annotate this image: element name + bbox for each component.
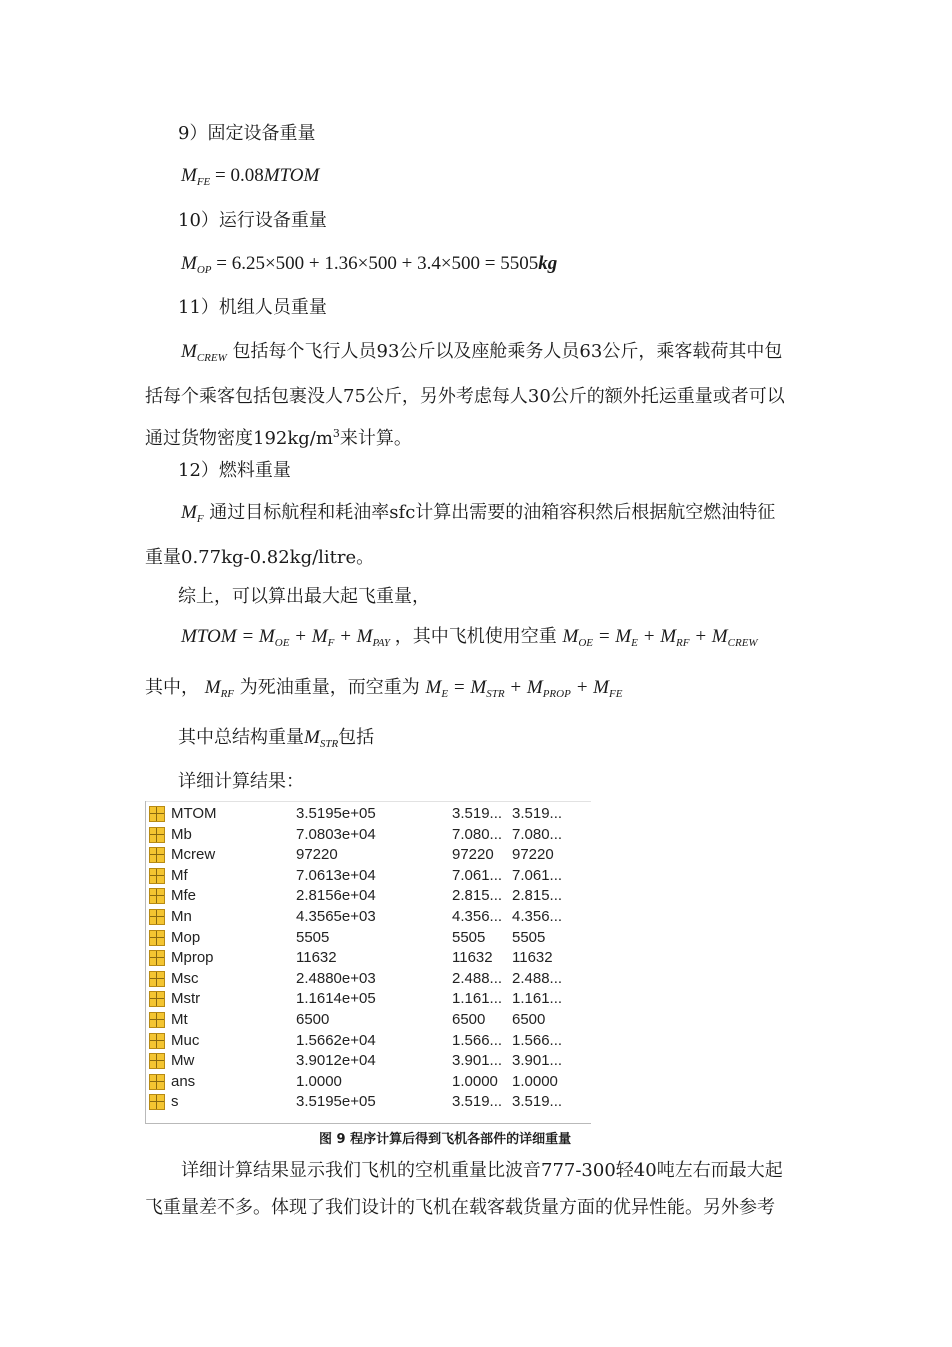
variable-value: 3.5195e+05 (296, 1093, 376, 1111)
variable-value: 4.3565e+03 (296, 908, 376, 925)
summary-text: 综上，可以算出最大起飞重量， (178, 586, 430, 607)
variable-value: 2.8156e+04 (296, 887, 376, 905)
variable-max: 2.488... (512, 969, 563, 987)
conclusion-line2: 飞重量差不多。体现了我们设计的飞机在载客载货量方面的优异性能。另外参考 (145, 1197, 775, 1218)
table-row[interactable] (146, 1010, 591, 1031)
variable-min: 1.0000 (452, 1072, 498, 1090)
variable-value: 1.5662e+04 (296, 1031, 376, 1049)
variable-max: 5505 (512, 928, 546, 946)
variable-name: Mb (171, 825, 192, 843)
variable-value: 7.0613e+04 (296, 866, 376, 884)
variable-min: 3.519... (452, 1093, 503, 1111)
variable-max: 1.0000 (512, 1072, 558, 1090)
matrix-variable-icon (149, 1053, 165, 1069)
conclusion-line1: 详细计算结果显示我们飞机的空机重量比波音777-300轻40吨左右而最大起 (181, 1160, 783, 1181)
variable-value: 7.0803e+04 (296, 825, 376, 843)
table-row[interactable] (146, 989, 591, 1010)
workspace-variable-table (145, 801, 591, 1124)
variable-max: 3.519... (512, 805, 563, 822)
variable-name: ans (171, 1072, 196, 1090)
structure-weight-text: 其中总结构重量$M_{STR}$包括 (178, 727, 375, 750)
variable-value: 5505 (296, 928, 330, 946)
variable-name: Muc (171, 1031, 200, 1049)
variable-name: Mstr (171, 990, 201, 1008)
matrix-variable-icon (149, 950, 165, 966)
table-row[interactable] (146, 928, 591, 949)
equation-dead-fuel: 其中， $M_{RF}$ 为死油重量，而空重为 $M_E = M_{STR} + M_{PROP} + M_{FE}$ (145, 677, 623, 700)
matrix-variable-icon (149, 991, 165, 1007)
figure-caption: 图 9 程序计算后得到飞机各部件的详细重量 (319, 1132, 572, 1147)
variable-max: 2.815... (512, 887, 563, 905)
table-row[interactable] (146, 1031, 591, 1052)
variable-name: Mn (171, 908, 192, 925)
table-row[interactable] (146, 1072, 591, 1093)
variable-name: Mprop (171, 949, 214, 967)
heading-operating-equipment: 10）运行设备重量 (178, 210, 327, 231)
variable-min: 97220 (452, 846, 494, 864)
table-row[interactable] (146, 969, 591, 990)
table-row[interactable] (146, 1092, 591, 1113)
variable-max: 1.161... (512, 990, 563, 1008)
matrix-variable-icon (149, 847, 165, 863)
variable-name: Mf (171, 866, 188, 884)
variable-min: 7.080... (452, 825, 503, 843)
paragraph-crew-line2: 括每个乘客包括包裹没人75公斤，另外考虑每人30公斤的额外托运重量或者可以 (145, 386, 785, 407)
matrix-variable-icon (149, 1074, 165, 1090)
matrix-variable-icon (149, 1012, 165, 1028)
variable-min: 11632 (452, 949, 493, 967)
paragraph-fuel-line1: $M_F$ 通过目标航程和耗油率sfc计算出需要的油箱容积然后根据航空燃油特征 (181, 502, 776, 525)
variable-min: 3.901... (452, 1052, 503, 1070)
equation-mop: $M_{OP} = 6.25\times 500 + 1.36\times 500 + 3.4\times 500 = 5505kg$ (181, 253, 558, 276)
variable-name: Mcrew (171, 846, 216, 864)
variable-max: 3.901... (512, 1052, 563, 1070)
paragraph-crew-line1: $M_{CREW}$ 包括每个飞行人员93公斤以及座舱乘务人员63公斤，乘客载荷其中包 (181, 341, 783, 364)
variable-max: 6500 (512, 1011, 546, 1028)
variable-max: 4.356... (512, 908, 563, 925)
matrix-variable-icon (149, 868, 165, 884)
variable-max: 1.566... (512, 1031, 563, 1049)
variable-value: 3.5195e+05 (296, 805, 376, 822)
variable-value: 3.9012e+04 (296, 1052, 376, 1070)
variable-value: 11632 (296, 949, 337, 967)
heading-fuel-weight: 12）燃料重量 (178, 460, 291, 481)
variable-value: 1.1614e+05 (296, 990, 376, 1008)
table-row[interactable] (146, 866, 591, 887)
variable-max: 7.061... (512, 866, 563, 884)
variable-value: 1.0000 (296, 1072, 342, 1090)
variable-name: Mw (171, 1052, 195, 1070)
equation-mfe: $M_{FE}$ = 0.08MTOM (181, 165, 320, 188)
matrix-variable-icon (149, 930, 165, 946)
variable-value: 2.4880e+03 (296, 969, 376, 987)
variable-name: MTOM (171, 805, 217, 822)
table-row[interactable] (146, 845, 591, 866)
variable-min: 2.815... (452, 887, 503, 905)
variable-min: 2.488... (452, 969, 503, 987)
variable-name: s (171, 1093, 179, 1111)
variable-name: Mfe (171, 887, 197, 905)
heading-fixed-equipment: 9）固定设备重量 (178, 123, 316, 144)
variable-max: 97220 (512, 846, 554, 864)
variable-min: 1.161... (452, 990, 503, 1008)
table-row[interactable] (146, 948, 591, 969)
matrix-variable-icon (149, 827, 165, 843)
variable-max: 11632 (512, 949, 553, 967)
table-row[interactable] (146, 825, 591, 846)
variable-max: 3.519... (512, 1093, 563, 1111)
variable-min: 5505 (452, 928, 486, 946)
variable-min: 3.519... (452, 805, 503, 822)
matrix-variable-icon (149, 971, 165, 987)
table-row[interactable] (146, 1051, 591, 1072)
matrix-variable-icon (149, 888, 165, 904)
variable-value: 97220 (296, 846, 338, 864)
equation-mtom: MTOM = $M_{OE} + M_F + M_{PAY}$ ，其中飞机使用空重 $M_{OE} = M_E + M_{RF} + M_{CREW}$ (181, 626, 758, 649)
paragraph-crew-line3: 通过货物密度$192kg/m^3$来计算。 (145, 427, 412, 449)
variable-max: 7.080... (512, 825, 563, 843)
paragraph-fuel-line2: 重量0.77kg-0.82kg/litre。 (145, 547, 375, 568)
variable-name: Mt (171, 1011, 188, 1028)
matrix-variable-icon (149, 909, 165, 925)
matrix-variable-icon (149, 806, 165, 822)
variable-value: 6500 (296, 1011, 330, 1028)
variable-min: 7.061... (452, 866, 503, 884)
table-row[interactable] (146, 886, 591, 907)
detail-results-label: 详细计算结果： (178, 771, 304, 792)
variable-name: Msc (171, 969, 199, 987)
variable-min: 1.566... (452, 1031, 503, 1049)
variable-min: 4.356... (452, 908, 503, 925)
variable-name: Mop (171, 928, 201, 946)
table-row[interactable] (146, 907, 591, 928)
variable-min: 6500 (452, 1011, 486, 1028)
matrix-variable-icon (149, 1033, 165, 1049)
heading-crew-weight: 11）机组人员重量 (178, 297, 327, 318)
table-row[interactable] (146, 804, 591, 825)
matrix-variable-icon (149, 1094, 165, 1110)
